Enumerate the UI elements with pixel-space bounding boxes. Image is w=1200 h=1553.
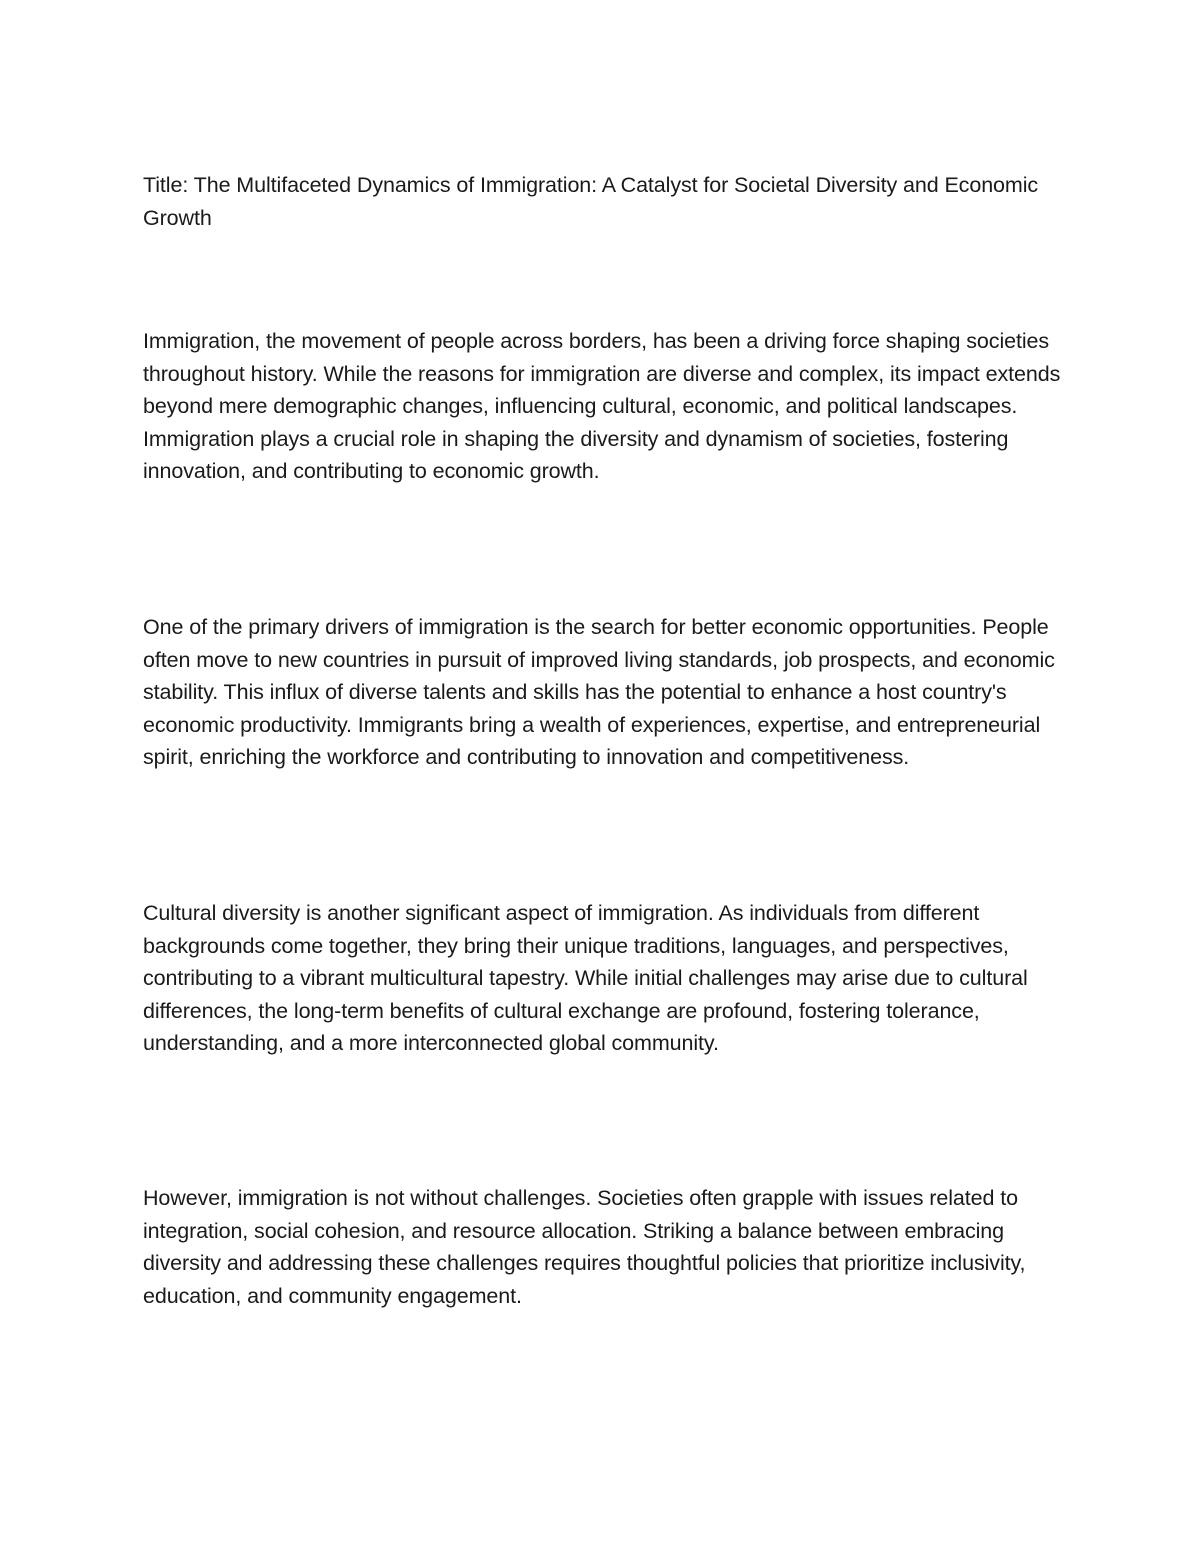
paragraph-cultural-diversity: Cultural diversity is another significant aspect of immigration. As individuals from different backgrounds come together, they bring their unique traditions, languages, and perspectives, contributing to a vibrant multicultural tapestry. While initial challenges may arise due to cultural differences, the long-term benefits of cultural exchange are profound, fostering tolerance, understanding, and a more interconnected global community.: [143, 901, 1028, 1056]
paragraph-introduction: Immigration, the movement of people across borders, has been a driving force shaping societies throughout history. While the reasons for immigration are diverse and complex, its impact extends beyond mere demographic changes, influencing cultural, economic, and political landscapes. Immigration plays a crucial role in shaping the diversity and dynamism of societies, fostering innovation, and contributing to economic growth.: [143, 329, 1061, 484]
document-title: Title: The Multifaceted Dynamics of Immigration: A Catalyst for Societal Diversity and Economic Growth: [143, 173, 1039, 230]
paragraph-economic-opportunities: One of the primary drivers of immigration is the search for better economic opportunities. People often move to new countries in pursuit of improved living standards, job prospects, and economic stability. This influx of diverse talents and skills has the potential to enhance a host country's economic productivity. Immigrants bring a wealth of experiences, expertise, and entrepreneurial spirit, enriching the workforce and contributing to innovation and competitiveness.: [143, 615, 1055, 770]
paragraph-challenges: However, immigration is not without challenges. Societies often grapple with issues related to integration, social cohesion, and resource allocation. Striking a balance between embracing diversity and addressing these challenges requires thoughtful policies that prioritize inclusivity, education, and community engagement.: [143, 1186, 1026, 1308]
